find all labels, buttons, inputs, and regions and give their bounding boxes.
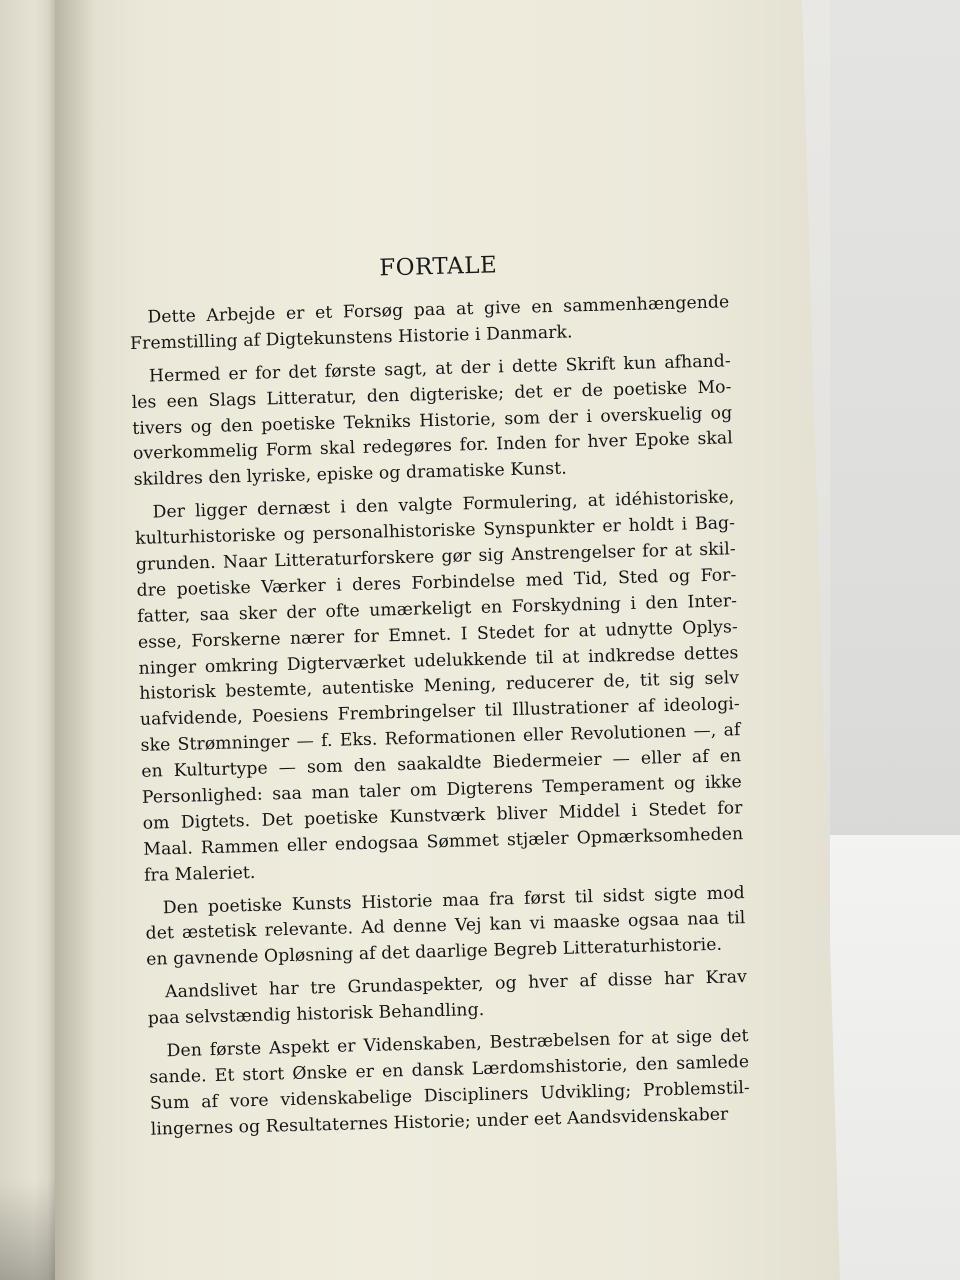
text-line: Den poetiske Kunsts Historie maa fra først til sidst sigte mod	[162, 882, 745, 918]
page-gutter-shadow	[55, 0, 95, 1280]
text-line: fatter, saa sker der ofte umærkeligt en Forskydning i den Inter-	[137, 590, 738, 627]
text-line: Sum af vore videnskabelige Discipliners Udvikling; Problemstil-	[149, 1077, 751, 1114]
text-line: Aandslivet har tre Grundaspekter, og hver af disse har Krav	[164, 967, 748, 1003]
text-line: ske Strømninger — f. Eks. Reformationen eller Revolutionen —, af	[140, 720, 741, 757]
paragraph	[131, 349, 734, 494]
page-text	[128, 246, 751, 1143]
text-line: Dette Arbejde er et Forsøg paa at give en sammenhængende	[147, 292, 730, 328]
text-line: Der ligger dernæst i den valgte Formulering, at idéhistoriske,	[152, 487, 735, 523]
text-line: grunden. Naar Litteraturforskere gør sig Anstrengelser for at skil-	[135, 539, 736, 575]
text-line: det æstetisk relevante. Ad denne Vej kan vi maaske ogsaa naa til	[145, 908, 746, 945]
paragraph	[134, 485, 744, 889]
table-surface	[830, 835, 960, 1280]
text-line: Maal. Rammen eller endogsaa Sømmet stjæler Opmærksomheden	[143, 823, 744, 860]
text-line: fra Maleriet.	[143, 862, 256, 886]
text-line: Den første Aspekt er Videnskaben, Bestræbelsen for at sige det	[166, 1026, 749, 1062]
text-line: sande. Et stort Ønske er en dansk Lærdomshistorie, den samlede	[149, 1051, 750, 1088]
text-line: om Digtets. Det poetiske Kunstværk bliver Middel i Stedet for	[142, 798, 743, 834]
text-line: uafvidende, Poesiens Frembringelser til Illustrationer af ideologi-	[139, 694, 741, 731]
text-line: kulturhistoriske og personalhistoriske Synspunkter er holdt i Bag-	[134, 513, 736, 550]
body-text	[129, 290, 751, 1143]
text-line: Personlighed: saa man taler om Digterens Temperament og ikke	[141, 772, 743, 808]
text-line: paa selvstændig historisk Behandling.	[147, 1000, 485, 1029]
text-line: les een Slags Litteratur, den digteriske; det er de poetiske Mo-	[131, 376, 732, 413]
paragraph	[148, 1024, 751, 1143]
page-heading: FORTALE	[378, 252, 498, 282]
text-line: Fremstilling af Digtekunstens Historie i Danmark.	[129, 322, 573, 354]
text-line: ninger omkring Digterværket udelukkende til at indkredse dettes	[138, 642, 739, 679]
text-line: esse, Forskerne nærer for Emnet. I Stedet for at udnytte Oplys-	[137, 616, 739, 653]
text-line: Hermed er for det første sagt, at der i dette Skrift kun afhand-	[148, 351, 732, 387]
text-line: lingernes og Resultaternes Historie; under eet Aandsvidenskaber	[150, 1104, 729, 1140]
paragraph	[145, 881, 747, 974]
text-line: en gavnende Opløsning af det daarlige Begreb Litteraturhistorie.	[146, 935, 723, 971]
text-line: dre poetiske Værker i deres Forbindelse med Tid, Sted og For-	[136, 565, 737, 601]
text-line: historisk bestemte, autentiske Mening, reducerer de, tit sig selv	[139, 668, 740, 705]
text-line: overkommelig Form skal redegøres for. Inden for hver Epoke skal	[132, 428, 734, 465]
text-line: skildres den lyriske, episke og dramatiske Kunst.	[133, 458, 568, 491]
book-cover-edge	[0, 1180, 62, 1280]
text-line: tivers og den poetiske Tekniks Historie, som der i overskuelig og	[132, 402, 733, 439]
left-facing-page	[0, 0, 62, 1280]
text-line: en Kulturtype — som den saakaldte Biedermeier — eller af en	[141, 746, 742, 782]
